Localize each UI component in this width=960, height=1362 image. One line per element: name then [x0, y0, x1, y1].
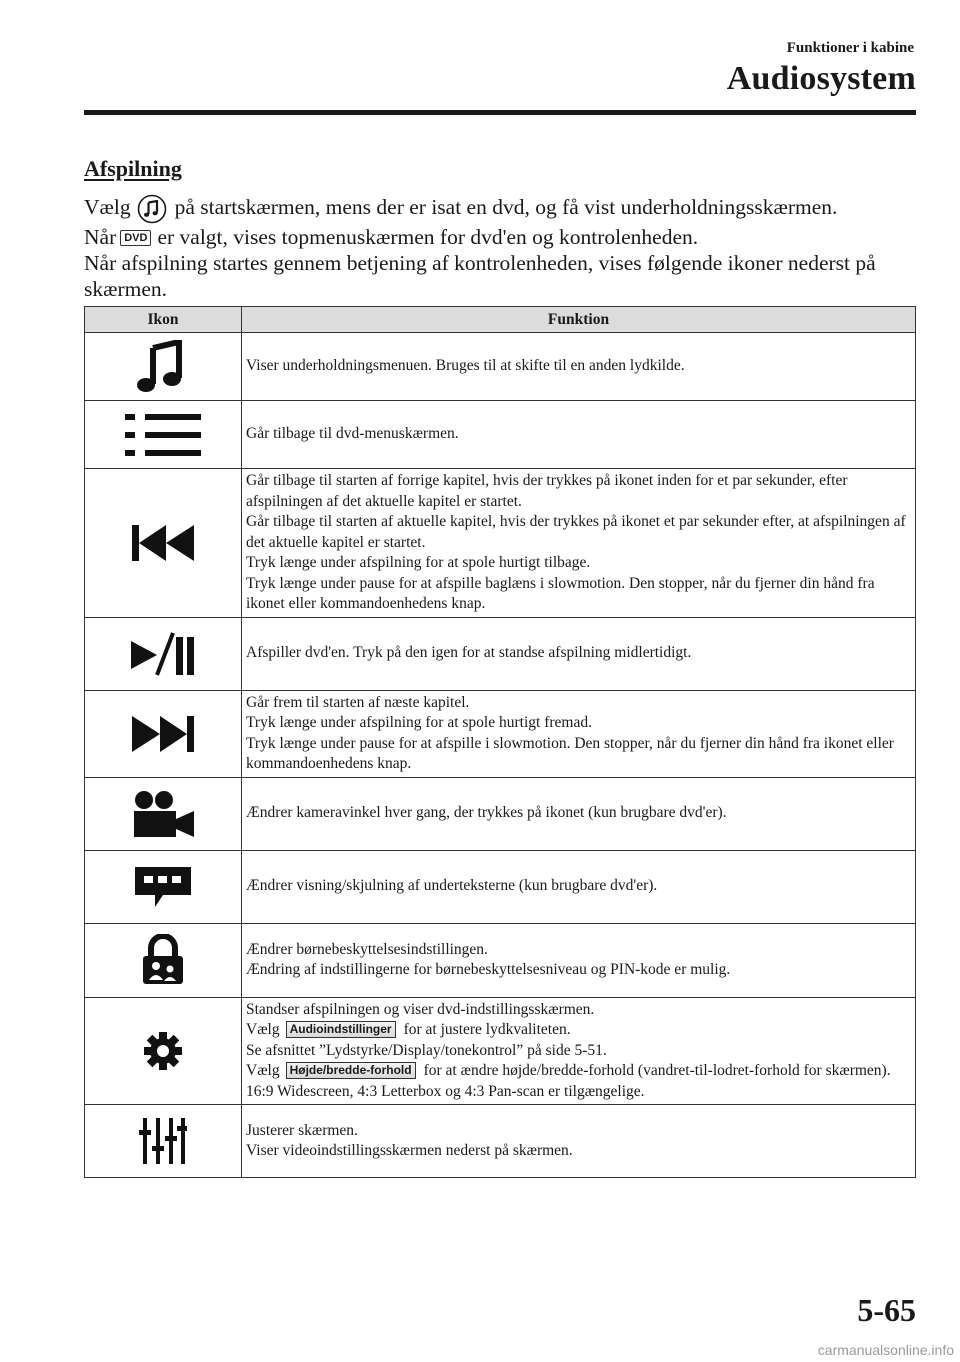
icon-cell — [85, 997, 242, 1105]
function-cell — [242, 777, 916, 850]
play-pause-icon — [129, 631, 197, 677]
function-text: Tryk længe under pause for at afspille baglæns i slowmotion. Den stopper, når du fjerner din hånd fra ikonet eller kommandoenhedens knap. — [246, 574, 875, 612]
subtitles-icon — [133, 865, 193, 909]
function-cell — [242, 997, 916, 1105]
function-cell — [242, 1105, 916, 1178]
function-text: Afspiller dvd'en. Tryk på den igen for at standse afspilning midlertidigt. — [246, 644, 692, 662]
chapter-title: Audiosystem — [726, 60, 916, 97]
function-cell — [242, 333, 916, 401]
text-fragment: Vælg — [246, 1062, 280, 1079]
settings-gear-icon — [143, 1031, 183, 1071]
table-row — [85, 617, 916, 690]
intro-paragraph-2 — [84, 224, 924, 250]
dvd-button-badge: DVD — [120, 230, 151, 246]
music-note-inline-icon — [137, 194, 167, 224]
audio-settings-badge: Audioindstillinger — [286, 1021, 396, 1038]
intro-p1-before: Vælg — [84, 195, 131, 219]
function-text: Tryk længe under pause for at afspille i slowmotion. Den stopper, når du fjerner din hånd fra ikonet eller kommandoenhedens knap. — [246, 734, 894, 772]
camera-angle-icon — [130, 789, 196, 839]
equalizer-sliders-icon — [139, 1116, 187, 1166]
icon-cell — [85, 469, 242, 618]
table-row — [85, 997, 916, 1105]
function-text: Justerer skærmen. — [246, 1121, 358, 1139]
function-cell — [242, 469, 916, 618]
text-fragment: for at ændre højde/bredde-forhold (vandret-til-lodret-forhold for skærmen). 16:9 Widescreen, 4:3 Letterbox og 4:3 Pan-scan er tilgængelige. — [246, 1062, 891, 1100]
function-cell — [242, 850, 916, 923]
aspect-ratio-badge: Højde/bredde-forhold — [286, 1062, 416, 1079]
table-header-row — [85, 307, 916, 333]
function-text: Tryk længe under afspilning for at spole hurtigt fremad. — [246, 714, 592, 731]
icon-cell — [85, 777, 242, 850]
function-text: Tryk længe under afspilning for at spole hurtigt tilbage. — [246, 554, 591, 571]
intro-p2-before: Når — [84, 225, 117, 250]
text-fragment: for at justere lydkvaliteten. — [403, 1021, 571, 1038]
function-cell — [242, 401, 916, 469]
music-note-icon — [135, 340, 191, 394]
list-menu-icon — [123, 412, 203, 458]
col-header-function: Funktion — [242, 307, 916, 333]
intro-p2-after: er valgt, vises topmenuskærmen for dvd'en og kontrolenheden. — [157, 225, 699, 250]
table-row — [85, 333, 916, 401]
function-text: Går tilbage til starten af aktuelle kapitel, hvis der trykkes på ikonet et par sekunder efter, at afspilningen af det aktuelle kapitel er startet. — [246, 513, 906, 551]
icon-cell — [85, 401, 242, 469]
function-cell — [242, 617, 916, 690]
text-fragment: Vælg — [246, 1021, 280, 1038]
icon-cell — [85, 333, 242, 401]
watermark: carmanualsonline.info — [817, 1342, 954, 1358]
table-row — [85, 923, 916, 997]
function-cell — [242, 690, 916, 777]
col-header-icon: Ikon — [85, 307, 242, 333]
function-cell — [242, 923, 916, 997]
header-rule — [84, 110, 916, 115]
table-row — [85, 1105, 916, 1178]
running-section-title: Funktioner i kabine — [786, 40, 914, 56]
page-number: 5-65 — [857, 1292, 916, 1328]
table-row — [85, 401, 916, 469]
intro-paragraph-1 — [84, 194, 924, 224]
icon-cell — [85, 690, 242, 777]
function-text: Går tilbage til dvd-menuskærmen. — [246, 425, 459, 443]
function-text — [246, 1020, 909, 1041]
icon-function-table — [84, 306, 916, 1178]
icon-cell — [85, 923, 242, 997]
intro-text — [84, 194, 924, 302]
table-row — [85, 690, 916, 777]
skip-previous-icon — [132, 525, 194, 561]
function-text — [246, 1061, 909, 1102]
function-text: Se afsnittet ”Lydstyrke/Display/tonekontrol” på side 5-51. — [246, 1041, 607, 1059]
table-row — [85, 469, 916, 618]
intro-paragraph-3: Når afspilning startes gennem betjening af kontrolenheden, vises følgende ikoner nederst på skærmen. — [84, 251, 876, 302]
function-text: Standser afspilningen og viser dvd-indstillingsskærmen. — [246, 1000, 595, 1018]
table-row — [85, 850, 916, 923]
icon-cell — [85, 850, 242, 923]
function-text: Går frem til starten af næste kapitel. — [246, 693, 470, 711]
icon-cell — [85, 1105, 242, 1178]
skip-next-icon — [132, 716, 194, 752]
icon-cell — [85, 617, 242, 690]
function-text: Ændring af indstillingerne for børnebeskyttelsesniveau og PIN-kode er mulig. — [246, 961, 731, 978]
function-text: Ændrer visning/skjulning af underteksterne (kun brugbare dvd'er). — [246, 877, 658, 895]
section-heading: Afspilning — [84, 156, 182, 181]
function-text: Viser underholdningsmenuen. Bruges til at skifte til en anden lydkilde. — [246, 357, 685, 375]
table-row — [85, 777, 916, 850]
function-text: Ændrer kameravinkel hver gang, der trykkes på ikonet (kun brugbare dvd'er). — [246, 804, 727, 822]
parental-lock-icon — [141, 934, 185, 986]
function-text: Ændrer børnebeskyttelsesindstillingen. — [246, 940, 488, 958]
intro-p1-after: på startskærmen, mens der er isat en dvd, og få vist underholdningsskærmen. — [174, 195, 838, 219]
function-text: Viser videoindstillingsskærmen nederst på skærmen. — [246, 1142, 573, 1159]
function-text: Går tilbage til starten af forrige kapitel, hvis der trykkes på ikonet inden for et par sekunder, efter afspilningen af det aktuelle kapitel er startet. — [246, 472, 848, 510]
